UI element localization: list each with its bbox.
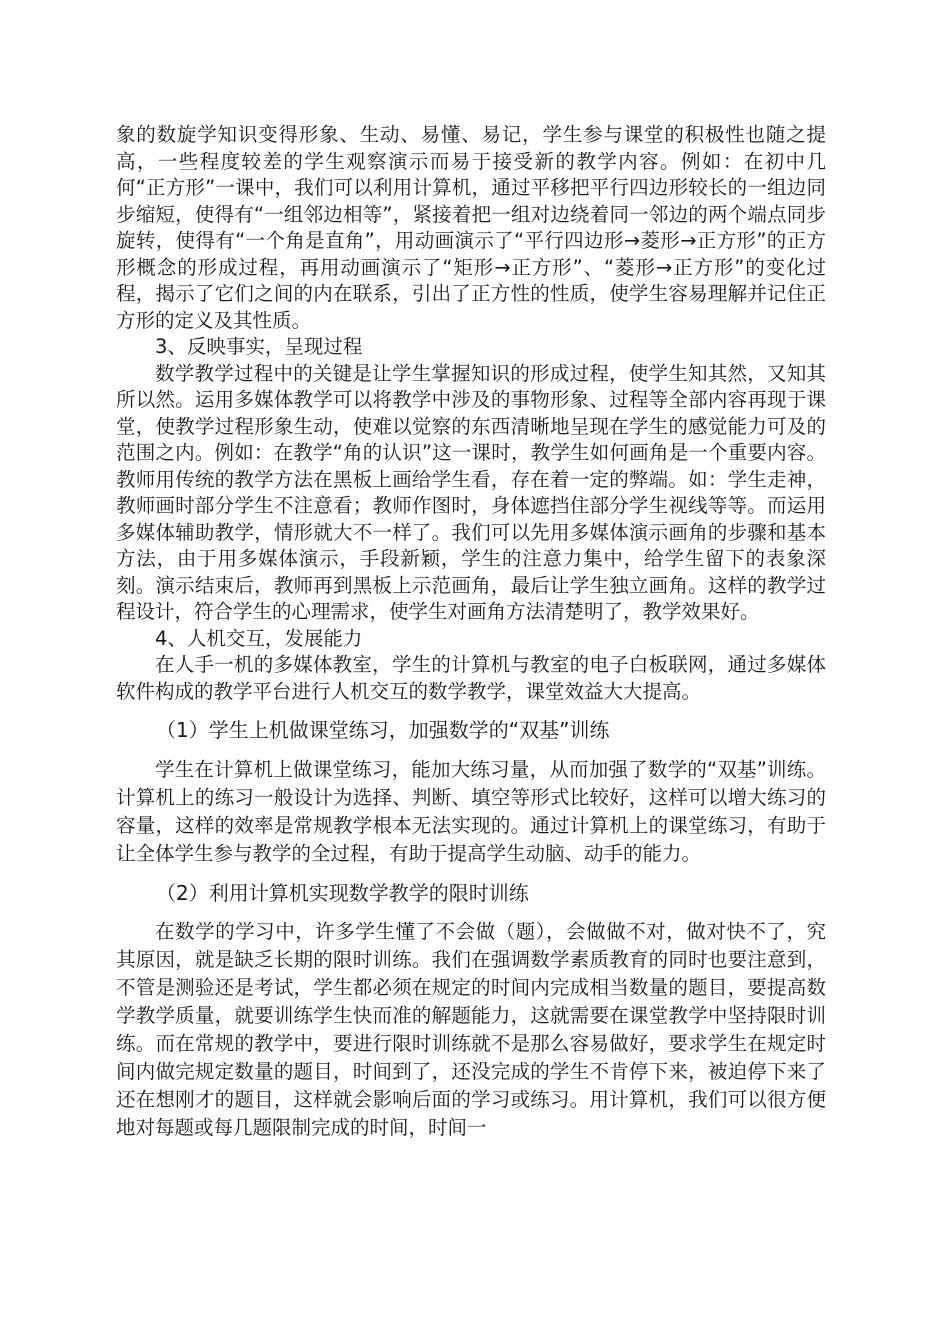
section-heading-3: 3、反映事实，呈现过程 — [155, 335, 363, 358]
document-body — [116, 122, 826, 1142]
paragraph-multimedia-classroom: 在人手一机的多媒体教室，学生的计算机与教室的电子白板联网，通过多媒体软件构成的教学平台进行人机交互的数学教学，课堂效益大大提高。 — [116, 653, 826, 703]
subsection-heading-2: （2）利用计算机实现数学教学的限时训练 — [156, 880, 529, 905]
spacer — [116, 705, 826, 717]
section-heading-4: 4、人机交互，发展能力 — [155, 626, 363, 650]
paragraph-timed-training: 在数学的学习中，许多学生懂了不会做（题），会做做不对，做对快不了，究其原因，就是缺乏长期的限时训练。我们在强调数学素质教育的同时也要注意到，不管是测验还是考试，学生都必须在规定的时间内完成相当数量的题目，要提高数学教学质量，就要训练学生快而准的解题能力，这就需要在课堂教学中坚持限时训练。而在常规的教学中，要进行限时训练就不是那么容易做好，要求学生在规定时间内做完规定数量的题目，时间到了，还没完成的学生不肯停下来，被迫停下来了还在想刚才的题目，这样就会影响后面的学习或练习。用计算机，我们可以很方便地对每题或每几题限制完成的时间，时间一 — [116, 920, 826, 1139]
paragraph-square-animation: 象的数旋学知识变得形象、生动、易懂、易记，学生参与课堂的积极性也随之提高，一些程度较差的学生观察演示而易于接受新的教学内容。例如：在初中几何“正方形”一课中，我们可以利用计算机，通过平移把平行四边形较长的一组边同步缩短，使得有“一组邻边相等”，紧接着把一组对边绕着同一邻边的两个端点同步旋转，使得有“一个角是直角”，用动画演示了“平行四边形→菱形→正方形”的正方形概念的形成过程，再用动画演示了“矩形→正方形”、“菱形→正方形”的变化过程，揭示了它们之间的内在联系，引出了正方性的性质，使学生容易理解并记住正方形的定义及其性质。 — [116, 123, 826, 332]
paragraph-angle-teaching: 数学教学过程中的关键是让学生掌握知识的形成过程，使学生知其然，又知其所以然。运用多媒体教学可以将教学中涉及的事物形象、过程等全部内容再现于课堂，使教学过程形象生动，使难以觉察的东西清晰地呈现在学生的感觉能力可及的范围之内。例如：在教学“角的认识”这一课时，教学生如何画角是一个重要内容。教师用传统的教学方法在黑板上画给学生看，存在着一定的弊端。如：学生走神，教师画时部分学生不注意看；教师作图时，身体遮挡住部分学生视线等等。而运用多媒体辅助教学，情形就大不一样了。我们可以先用多媒体演示画角的步骤和基本方法，由于用多媒体演示，手段新颖，学生的注意力集中，给学生留下的表象深刻。演示结束后，教师再到黑板上示范画角，最后让学生独立画角。这样的教学过程设计，符合学生的心理需求，使学生对画角方法清楚明了，教学效果好。 — [116, 361, 826, 623]
subsection-heading-1: （1）学生上机做课堂练习，加强数学的“双基”训练 — [156, 718, 610, 742]
spacer — [116, 744, 826, 756]
spacer — [116, 906, 826, 918]
spacer — [116, 868, 826, 880]
paragraph-computer-practice: 学生在计算机上做课堂练习，能加大练习量，从而加强了数学的“双基”训练。计算机上的练习一般设计为选择、判断、填空等形式比较好，这样可以增大练习的容量，这样的效率是常规教学根本无法实现的。通过计算机上的课堂练习，有助于让全体学生参与教学的全过程，有助于提高学生动脑、动手的能力。 — [116, 757, 826, 865]
